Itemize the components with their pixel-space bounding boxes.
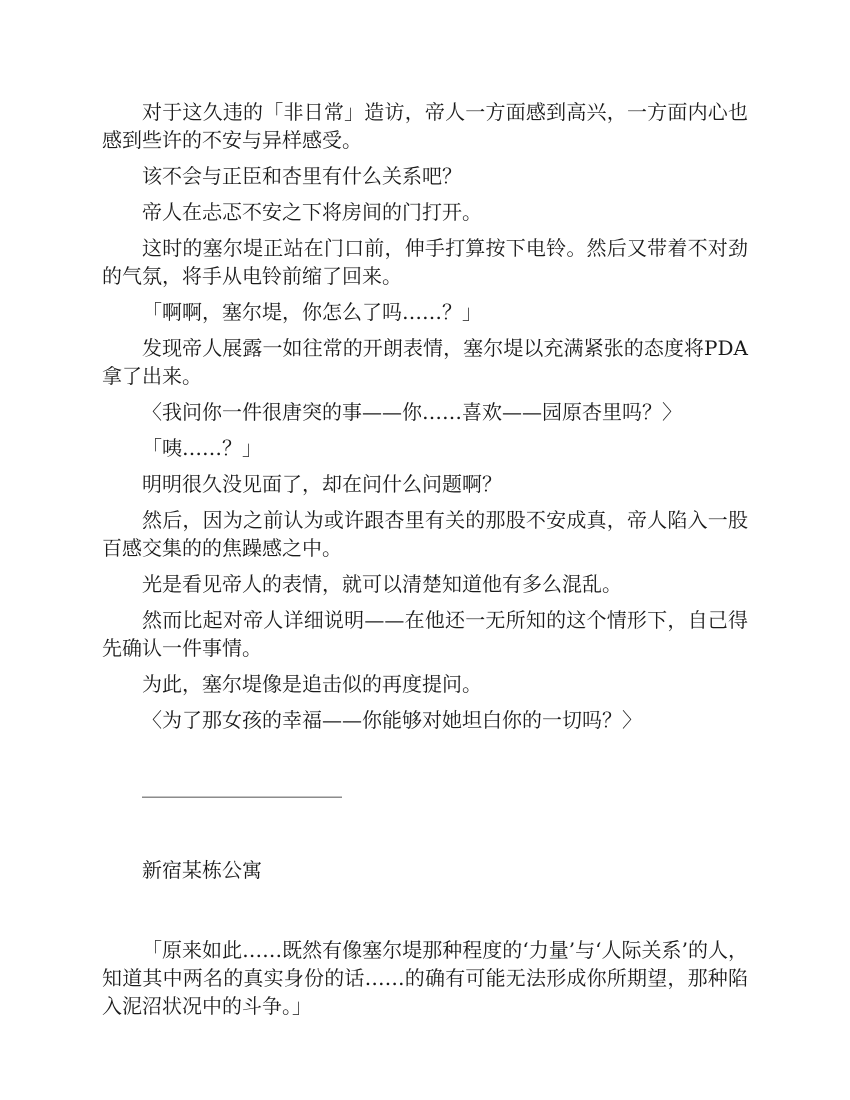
- page-content: [102, 98, 748, 1028]
- section-title: 新宿某栋公寓: [142, 858, 262, 882]
- paragraph: 光是看见帝人的表情，就可以清楚知道他有多么混乱。: [142, 572, 622, 596]
- paragraph: 明明很久没见面了，却在问什么问题啊？: [142, 472, 502, 496]
- paragraph: 「啊啊，塞尔堤，你怎么了吗……？」: [142, 300, 482, 324]
- paragraph: 「原来如此……既然有像塞尔堤那种程度的‘力量’与‘人际关系’的人，知道其中两名的真实身份的话……的确有可能无法形成你所期望，那种陷入泥沼状况中的斗争。」: [102, 938, 748, 1018]
- paragraph: 〈为了那女孩的幸福——你能够对她坦白你的一切吗？〉: [142, 708, 642, 732]
- paragraph: 该不会与正臣和杏里有什么关系吧？: [142, 164, 462, 188]
- paragraph: 「咦……？」: [142, 436, 262, 460]
- paragraph: 〈我问你一件很唐突的事——你……喜欢——园原杏里吗？〉: [142, 400, 682, 424]
- paragraph: 然而比起对帝人详细说明——在他还一无所知的这个情形下，自己得先确认一件事情。: [102, 608, 748, 660]
- paragraph: 发现帝人展露一如往常的开朗表情，塞尔堤以充满紧张的态度将PDA拿了出来。: [102, 336, 748, 388]
- paragraph: 对于这久违的「非日常」造访，帝人一方面感到高兴，一方面内心也感到些许的不安与异样感受。: [102, 100, 748, 152]
- paragraph: 然后，因为之前认为或许跟杏里有关的那股不安成真，帝人陷入一股百感交集的的焦躁感之中。: [102, 508, 748, 560]
- scene-separator: ____________________: [142, 774, 342, 798]
- paragraph: 这时的塞尔堤正站在门口前，伸手打算按下电铃。然后又带着不对劲的气氛，将手从电铃前缩了回来。: [102, 236, 748, 288]
- paragraph: 帝人在忐忑不安之下将房间的门打开。: [142, 200, 482, 224]
- paragraph: 为此，塞尔堤像是追击似的再度提问。: [142, 672, 482, 696]
